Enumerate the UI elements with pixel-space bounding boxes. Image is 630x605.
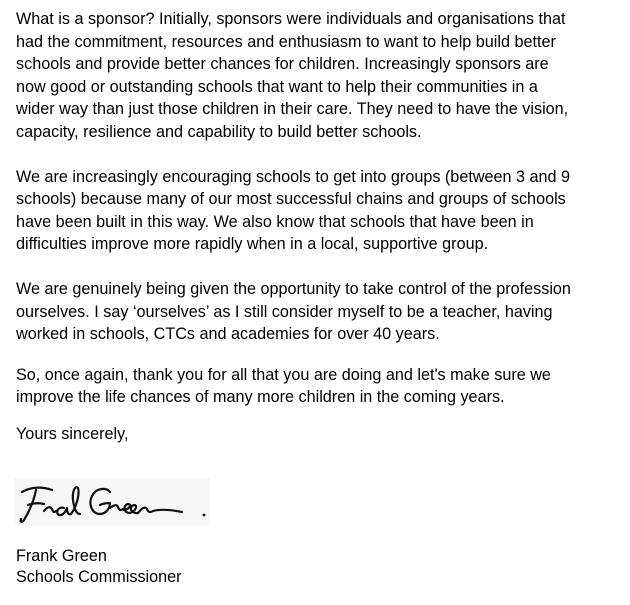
paragraph-profession-control: We are genuinely being given the opportunity to take control of the profession ourselves. I say ‘ourselves’ as I still consider myself to be a teacher, having worked in schools, CTCs and academies for over 40 years. [16,279,571,344]
signatory-title: Schools Commissioner [16,568,182,586]
signatory-name: Frank Green [16,547,107,565]
handwritten-signature [14,478,210,526]
closing-salutation: Yours sincerely, [16,424,129,443]
paragraph-school-groups: We are increasingly encouraging schools to get into groups (between 3 and 9 schools) because many of our most successful chains and groups of schools have been built in this way. We also know that schools that have been in difficulties improve more rapidly when in a local, supportive group. [16,167,571,254]
paragraph-thank-you: So, once again, thank you for all that you are doing and let's make sure we improve the life chances of many more children in the coming years. [16,365,551,407]
letter-body [16,8,626,446]
paragraph-sponsor-definition: What is a sponsor? Initially, sponsors were individuals and organisations that had the commitment, resources and enthusiasm to want to help build better schools and provide better chances for children. Increasingly sponsors are now good or outstanding schools that want to help their communities in a wider way than just those children in their care. They need to have the vision, capacity, resilience and capability to build better schools. [16,10,569,141]
